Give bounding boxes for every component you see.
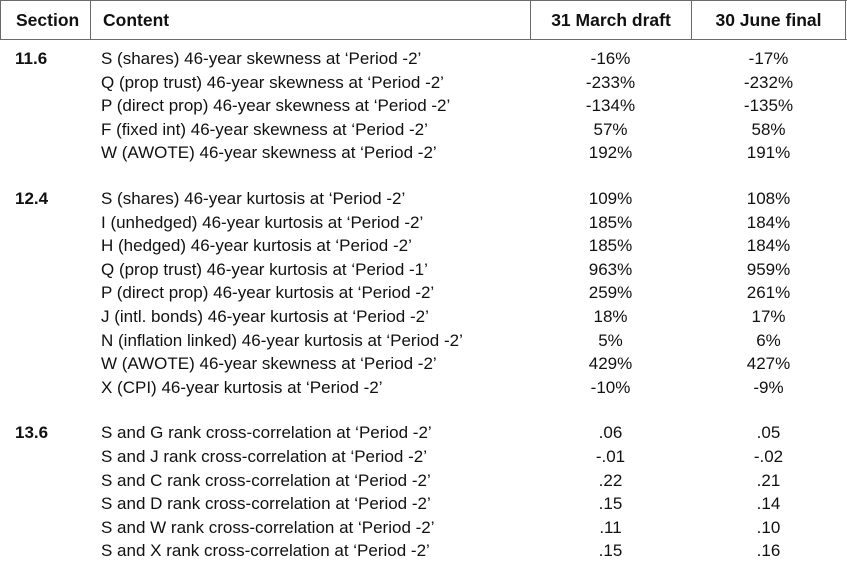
section-number: 13.6 [15, 423, 49, 443]
section-group [0, 40, 847, 165]
row-content: F (fixed int) 46-year skewness at ‘Period -2’ [101, 119, 428, 139]
march-draft-value: 185% [588, 212, 633, 232]
march-draft-value: 5% [598, 330, 623, 350]
march-draft-value: 109% [588, 188, 633, 208]
row-content: N (inflation linked) 46-year kurtosis at ‘Period -2’ [101, 330, 463, 350]
table-row [0, 445, 847, 469]
march-draft-value: 259% [588, 283, 633, 303]
june-final-value: 184% [746, 212, 791, 232]
table-row [0, 469, 847, 493]
row-content: H (hedged) 46-year kurtosis at ‘Period -2’ [101, 236, 412, 256]
section-group [0, 414, 847, 563]
row-content: Q (prop trust) 46-year skewness at ‘Period -2’ [101, 72, 444, 92]
row-content: S and C rank cross-correlation at ‘Period -2’ [101, 470, 431, 490]
june-final-value: 6% [756, 330, 781, 350]
june-final-value: -9% [753, 377, 784, 397]
row-content: P (direct prop) 46-year skewness at ‘Period -2’ [101, 96, 451, 116]
june-final-value: -232% [743, 72, 794, 92]
table-row [0, 539, 847, 563]
row-content: S and W rank cross-correlation at ‘Period -2’ [101, 517, 435, 537]
table-row [0, 281, 847, 305]
table-row [0, 211, 847, 235]
row-content: Q (prop trust) 46-year kurtosis at ‘Period -1’ [101, 259, 428, 279]
table-row [0, 141, 847, 165]
june-final-value: -17% [748, 49, 789, 68]
june-final-value: -135% [743, 96, 794, 116]
march-draft-value: 192% [588, 143, 633, 163]
table-row [0, 47, 847, 71]
table-row [0, 421, 847, 445]
june-final-value: .21 [756, 470, 781, 490]
march-draft-value: .22 [598, 470, 623, 490]
june-final-value: 17% [751, 306, 786, 326]
row-content: W (AWOTE) 46-year skewness at ‘Period -2’ [101, 143, 437, 163]
row-content: S and J rank cross-correlation at ‘Period -2’ [101, 446, 427, 466]
row-content: J (intl. bonds) 46-year kurtosis at ‘Period -2’ [101, 306, 429, 326]
table-row [0, 94, 847, 118]
june-final-value: 58% [751, 119, 786, 139]
table-header-row [0, 0, 847, 40]
section-number: 12.4 [15, 188, 49, 208]
header-section: Section [0, 1, 90, 39]
june-final-value: 427% [746, 354, 791, 374]
table-row [0, 492, 847, 516]
june-final-value: .14 [756, 494, 781, 514]
table-row [0, 329, 847, 353]
march-draft-value: -233% [585, 72, 636, 92]
march-draft-value: -134% [585, 96, 636, 116]
table-row [0, 187, 847, 211]
june-final-value: 108% [746, 188, 791, 208]
row-content: S and G rank cross-correlation at ‘Period -2’ [101, 423, 432, 443]
row-content: P (direct prop) 46-year kurtosis at ‘Period -2’ [101, 283, 435, 303]
june-final-value: 959% [746, 259, 791, 279]
table-row [0, 352, 847, 376]
table-row [0, 71, 847, 95]
june-final-value: .05 [756, 423, 781, 443]
table-row [0, 258, 847, 282]
march-draft-value: 185% [588, 236, 633, 256]
table-body [0, 40, 847, 563]
march-draft-value: -16% [590, 49, 631, 68]
june-final-value: 184% [746, 236, 791, 256]
march-draft-value: 429% [588, 354, 633, 374]
march-draft-value: .15 [598, 541, 623, 561]
june-final-value: 261% [746, 283, 791, 303]
june-final-value: -.02 [753, 446, 784, 466]
row-content: X (CPI) 46-year kurtosis at ‘Period -2’ [101, 377, 383, 397]
row-content: S (shares) 46-year skewness at ‘Period -2’ [101, 49, 422, 68]
table-row [0, 234, 847, 258]
section-number: 11.6 [15, 49, 48, 68]
row-content: W (AWOTE) 46-year skewness at ‘Period -2’ [101, 354, 437, 374]
row-content: S (shares) 46-year kurtosis at ‘Period -2’ [101, 188, 406, 208]
header-march-draft: 31 March draft [530, 1, 691, 39]
table-row [0, 376, 847, 400]
march-draft-value: 18% [593, 306, 628, 326]
march-draft-value: .06 [598, 423, 623, 443]
header-june-final: 30 June final [691, 1, 846, 39]
row-content: I (unhedged) 46-year kurtosis at ‘Period -2’ [101, 212, 424, 232]
june-final-value: 191% [746, 143, 791, 163]
header-content: Content [90, 1, 530, 39]
row-content: S and X rank cross-correlation at ‘Period -2’ [101, 541, 430, 561]
table-row [0, 118, 847, 142]
march-draft-value: 57% [593, 119, 628, 139]
march-draft-value: -.01 [595, 446, 626, 466]
june-final-value: .10 [756, 517, 781, 537]
june-final-value: .16 [756, 541, 781, 561]
march-draft-value: .11 [599, 517, 622, 537]
section-group [0, 180, 847, 399]
row-content: S and D rank cross-correlation at ‘Period -2’ [101, 494, 431, 514]
table-row [0, 305, 847, 329]
march-draft-value: .15 [598, 494, 623, 514]
march-draft-value: 963% [588, 259, 633, 279]
march-draft-value: -10% [590, 377, 631, 397]
table-row [0, 516, 847, 540]
